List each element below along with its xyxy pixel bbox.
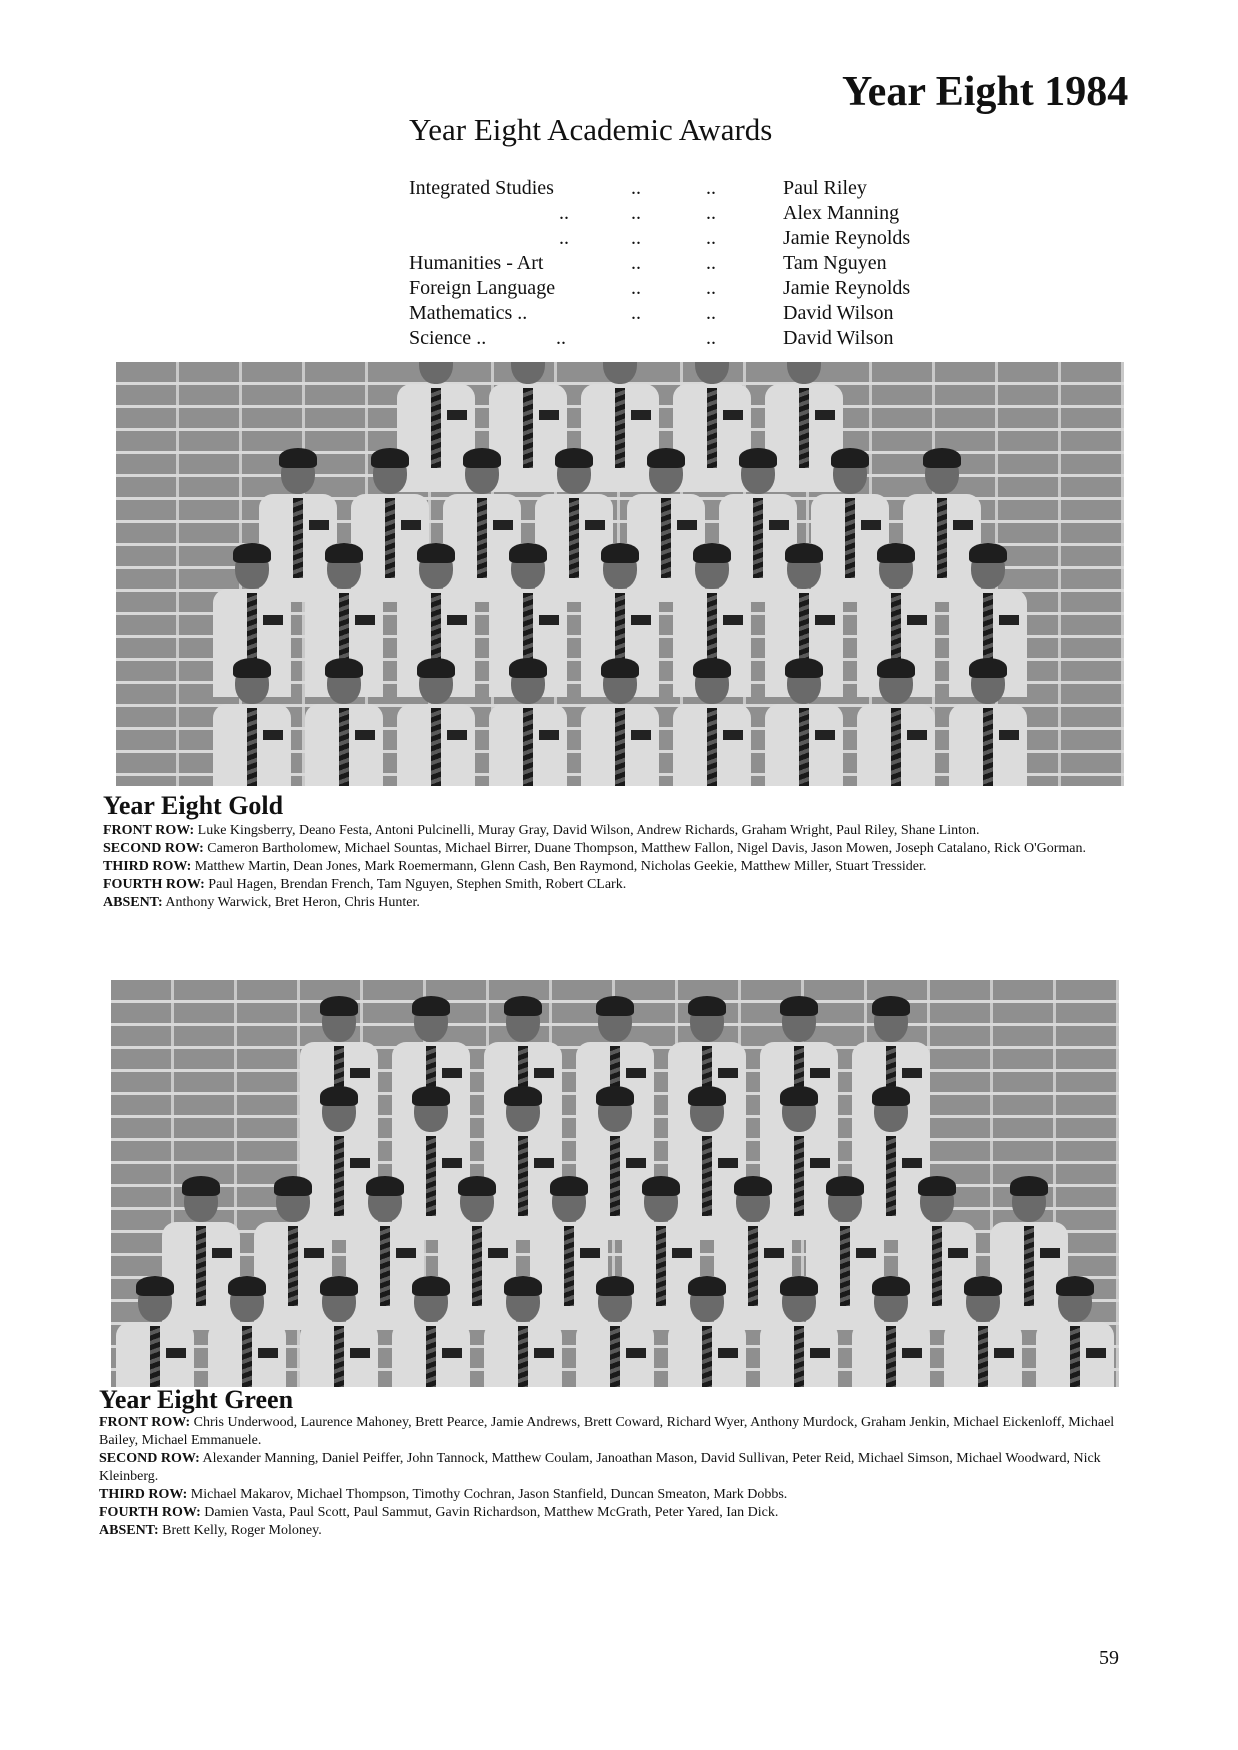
- row-label: FOURTH ROW:: [99, 1505, 201, 1520]
- award-subject: Integrated Studies: [409, 177, 554, 199]
- row-names: Chris Underwood, Laurence Mahoney, Brett Pearce, Jamie Andrews, Brett Coward, Richard Wyer, Anthony Murdock, Graham Jenkin, Michael Eickenloff, Michael Bailey, Michael Emmanuele.: [99, 1415, 1115, 1448]
- row-names: Brett Kelly, Roger Moloney.: [162, 1523, 322, 1538]
- award-subject: Foreign Language: [409, 277, 556, 299]
- green-third-row: [99, 1486, 1131, 1504]
- student-figure: [760, 1280, 838, 1387]
- green-name-list: [99, 1414, 1131, 1540]
- gold-absent: [103, 894, 1133, 912]
- award-winner: Tam Nguyen: [783, 252, 887, 274]
- award-winner: Paul Riley: [783, 177, 867, 199]
- row-label: FRONT ROW:: [103, 823, 195, 838]
- award-winner: Jamie Reynolds: [783, 277, 911, 299]
- award-winner: David Wilson: [783, 327, 894, 349]
- award-subject: Mathematics ..: [409, 302, 528, 324]
- award-subject: Science ..: [409, 327, 487, 349]
- photo-row-front: [116, 662, 1124, 786]
- award-leader: ..: [706, 302, 716, 324]
- student-figure: [484, 1280, 562, 1387]
- row-names: Alexander Manning, Daniel Peiffer, John Tannock, Matthew Coulam, Janoathan Mason, David Sullivan, Peter Reid, Michael Simson, Michael Woodward, Nick Kleinberg.: [99, 1451, 1101, 1484]
- award-winner: David Wilson: [783, 302, 894, 324]
- page-heading: Year Eight 1984: [842, 69, 1129, 115]
- row-label: FRONT ROW:: [99, 1415, 191, 1430]
- award-leader: ..: [631, 302, 641, 324]
- student-figure: [852, 1280, 930, 1387]
- award-leader: ..: [631, 277, 641, 299]
- green-second-row: [99, 1450, 1131, 1486]
- award-subject: Humanities - Art: [409, 252, 544, 274]
- green-group-title: Year Eight Green: [99, 1385, 294, 1414]
- green-class-photo: [111, 980, 1119, 1387]
- award-leader: ..: [706, 227, 716, 249]
- row-label: ABSENT:: [99, 1523, 159, 1538]
- student-figure: [489, 662, 567, 786]
- row-names: Luke Kingsberry, Deano Festa, Antoni Pulcinelli, Muray Gray, David Wilson, Andrew Richards, Graham Wright, Paul Riley, Shane Linton.: [197, 823, 980, 838]
- row-label: FOURTH ROW:: [103, 877, 205, 892]
- student-figure: [305, 662, 383, 786]
- page-number: 59: [1099, 1647, 1119, 1669]
- student-figure: [1036, 1280, 1114, 1387]
- student-figure: [581, 662, 659, 786]
- student-figure: [213, 662, 291, 786]
- award-leader: ..: [706, 177, 716, 199]
- student-figure: [208, 1280, 286, 1387]
- gold-class-photo: [116, 362, 1124, 786]
- award-leader: ..: [706, 252, 716, 274]
- row-names: Matthew Martin, Dean Jones, Mark Roemermann, Glenn Cash, Ben Raymond, Nicholas Geekie, Matthew Miller, Stuart Tressider.: [194, 859, 927, 874]
- row-names: Damien Vasta, Paul Scott, Paul Sammut, Gavin Richardson, Matthew McGrath, Peter Yared, Ian Dick.: [204, 1505, 779, 1520]
- award-winner: Jamie Reynolds: [783, 227, 911, 249]
- student-figure: [944, 1280, 1022, 1387]
- student-figure: [668, 1280, 746, 1387]
- row-label: THIRD ROW:: [99, 1487, 188, 1502]
- row-label: THIRD ROW:: [103, 859, 192, 874]
- award-leader: ..: [631, 202, 641, 224]
- gold-fourth-row: [103, 876, 1133, 894]
- award-leader: ..: [631, 177, 641, 199]
- award-leader: ..: [556, 327, 566, 349]
- photo-row-front: [111, 1280, 1119, 1387]
- student-figure: [949, 662, 1027, 786]
- student-figure: [857, 662, 935, 786]
- student-figure: [673, 662, 751, 786]
- award-subject: ..: [559, 227, 569, 249]
- student-figure: [765, 662, 843, 786]
- award-winner: Alex Manning: [783, 202, 900, 224]
- green-front-row: [99, 1414, 1131, 1450]
- gold-group-title: Year Eight Gold: [103, 791, 284, 820]
- student-figure: [300, 1280, 378, 1387]
- row-label: SECOND ROW:: [99, 1451, 200, 1466]
- row-names: Michael Makarov, Michael Thompson, Timothy Cochran, Jason Stanfield, Duncan Smeaton, Mark Dobbs.: [190, 1487, 788, 1502]
- row-label: SECOND ROW:: [103, 841, 204, 856]
- award-leader: ..: [706, 327, 716, 349]
- row-label: ABSENT:: [103, 895, 163, 910]
- award-leader: ..: [631, 252, 641, 274]
- student-figure: [397, 662, 475, 786]
- gold-third-row: [103, 858, 1133, 876]
- award-leader: ..: [706, 277, 716, 299]
- student-figure: [392, 1280, 470, 1387]
- green-absent: [99, 1522, 1131, 1540]
- row-names: Anthony Warwick, Bret Heron, Chris Hunter.: [165, 895, 420, 910]
- gold-front-row: [103, 822, 1133, 840]
- gold-second-row: [103, 840, 1133, 858]
- award-leader: ..: [631, 227, 641, 249]
- student-figure: [116, 1280, 194, 1387]
- awards-title: Year Eight Academic Awards: [409, 112, 773, 147]
- student-figure: [576, 1280, 654, 1387]
- row-names: Cameron Bartholomew, Michael Sountas, Michael Birrer, Duane Thompson, Matthew Fallon, Nigel Davis, Jason Mowen, Joseph Catalano, Rick O'Gorman.: [207, 841, 1086, 856]
- gold-name-list: [103, 822, 1133, 912]
- award-subject: ..: [559, 202, 569, 224]
- row-names: Paul Hagen, Brendan French, Tam Nguyen, Stephen Smith, Robert CLark.: [208, 877, 627, 892]
- green-fourth-row: [99, 1504, 1131, 1522]
- award-leader: ..: [706, 202, 716, 224]
